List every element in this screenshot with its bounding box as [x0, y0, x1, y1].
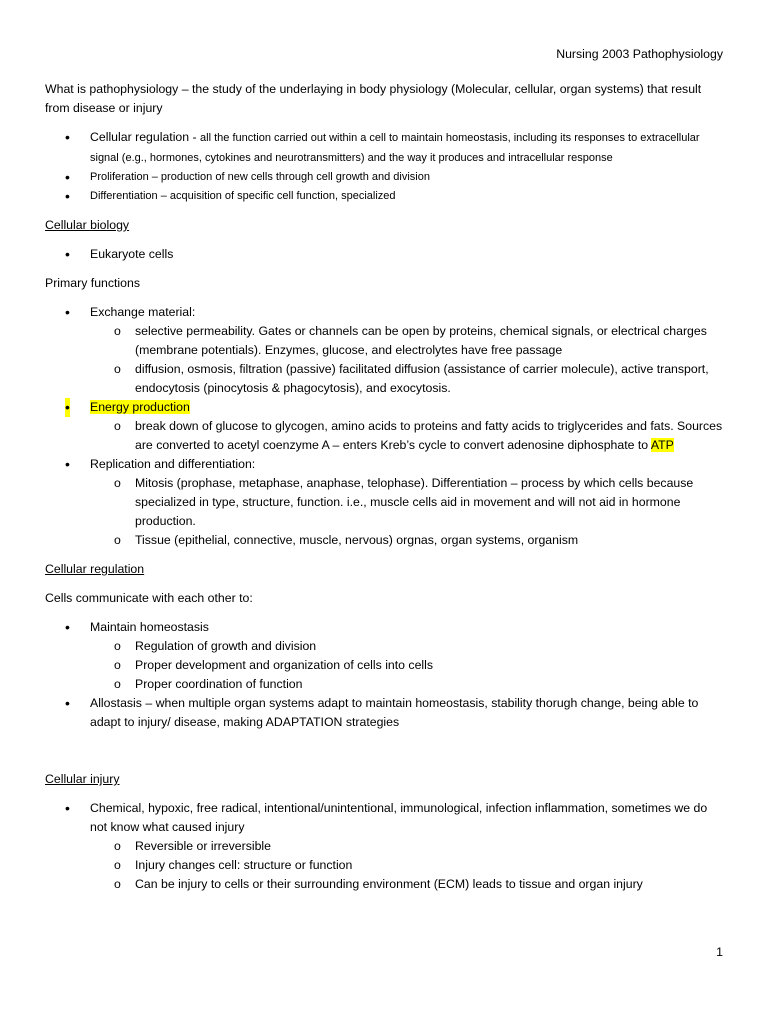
- bullet-icon: •: [65, 129, 70, 145]
- bullet-icon: •: [65, 800, 70, 816]
- primary-functions-list: [45, 303, 725, 550]
- sub-list-item: [90, 417, 725, 455]
- list-item-lead: Cellular regulation -: [90, 130, 201, 144]
- cellular-injury-list: [45, 799, 725, 894]
- sub-list: [90, 417, 725, 455]
- sub-list-item-text: Reversible or irreversible: [135, 839, 271, 853]
- sub-list-item: [90, 474, 725, 531]
- list-item-text: Differentiation – acquisition of specific cell function, specialized: [90, 190, 396, 202]
- list-item-text: Replication and differentiation:: [90, 457, 256, 471]
- page-body: [45, 80, 725, 904]
- section-intro: Cells communicate with each other to:: [45, 591, 253, 605]
- circle-bullet-icon: o: [114, 419, 121, 433]
- sub-list-item: [90, 656, 725, 675]
- sub-list-item: [90, 875, 725, 894]
- sub-list-item-text: Regulation of growth and division: [135, 639, 317, 653]
- sub-list: [90, 837, 725, 894]
- circle-bullet-icon: o: [114, 877, 121, 891]
- bullet-icon: •: [65, 169, 70, 185]
- sub-list-item-text: Mitosis (prophase, metaphase, anaphase, telophase). Differentiation – process by which cells because specialized in type, structure, function. i.e., muscle cells aid in movement and will not aid in hormone production.: [135, 476, 694, 528]
- sub-list: [90, 637, 725, 694]
- list-item-text: Proliferation – production of new cells through cell growth and division: [90, 171, 430, 183]
- bullet-icon: •: [65, 695, 70, 711]
- sub-list-item-text: Injury changes cell: structure or function: [135, 858, 353, 872]
- sub-list-item: [90, 675, 725, 694]
- intro-paragraph: What is pathophysiology – the study of the underlaying in body physiology (Molecular, cellular, organ systems) that result from disease or injury: [45, 82, 702, 115]
- list-item: [45, 168, 725, 187]
- circle-bullet-icon: o: [114, 839, 121, 853]
- sub-list-item-text: diffusion, osmosis, filtration (passive) facilitated diffusion (assistance of carrier molecule), active transport, endocytosis (pinocytosis & phagocytosis), and exocytosis.: [135, 362, 709, 395]
- sub-list-item: [90, 322, 725, 360]
- bullet-icon: •: [65, 399, 70, 415]
- list-item: [45, 694, 725, 732]
- sub-list: [90, 474, 725, 550]
- section-heading-cellular-biology: Cellular biology: [45, 218, 130, 232]
- sub-list-item: [90, 360, 725, 398]
- bullet-icon: •: [65, 304, 70, 320]
- list-item: [45, 303, 725, 398]
- list-item: [45, 455, 725, 550]
- section-heading-cellular-injury: Cellular injury: [45, 772, 120, 786]
- sub-list-item: [90, 531, 725, 550]
- list-item: [45, 398, 725, 455]
- section-heading-cellular-regulation: Cellular regulation: [45, 562, 145, 576]
- bullet-icon: •: [65, 246, 70, 262]
- list-item: [45, 618, 725, 694]
- highlighted-list-item-text: Energy production: [90, 400, 190, 414]
- highlighted-term-atp: ATP: [650, 438, 674, 452]
- sub-list-item-text: Proper development and organization of cells into cells: [135, 658, 434, 672]
- sub-list-item-text: Proper coordination of function: [135, 677, 303, 691]
- circle-bullet-icon: o: [114, 476, 121, 490]
- circle-bullet-icon: o: [114, 639, 121, 653]
- running-header: Nursing 2003 Pathophysiology: [556, 47, 723, 61]
- circle-bullet-icon: o: [114, 858, 121, 872]
- sub-list-item-text: break down of glucose to glycogen, amino acids to proteins and fatty acids to triglycerides and fats. Sources are converted to acetyl coenzyme A – enters Kreb’s cycle to convert adenosine diphosphate to: [135, 419, 723, 452]
- cellular-biology-list: [45, 245, 725, 264]
- sub-list-item-text: Can be injury to cells or their surrounding environment (ECM) leads to tissue and organ injury: [135, 877, 643, 891]
- list-item: [45, 187, 725, 206]
- circle-bullet-icon: o: [114, 658, 121, 672]
- list-item-text: all the function carried out within a cell to maintain homeostasis, including its responses to extracellular signal (e.g., hormones, cytokines and neurotransmitters) and the way it produces and intracellular response: [90, 132, 700, 164]
- circle-bullet-icon: o: [114, 324, 121, 338]
- cellular-regulation-list: [45, 618, 725, 732]
- list-item: [45, 245, 725, 264]
- list-item: [45, 128, 725, 168]
- list-item-text: Eukaryote cells: [90, 247, 174, 261]
- sub-list-item: [90, 837, 725, 856]
- primary-functions-title: Primary functions: [45, 276, 140, 290]
- list-item-text: Allostasis – when multiple organ systems adapt to maintain homeostasis, stability thorugh change, being able to adapt to injury/ disease, making ADAPTATION strategies: [90, 696, 699, 729]
- list-item-text: Exchange material:: [90, 305, 196, 319]
- circle-bullet-icon: o: [114, 362, 121, 376]
- bullet-icon: •: [65, 619, 70, 635]
- sub-list-item-text: Tissue (epithelial, connective, muscle, nervous) orgnas, organ systems, organism: [135, 533, 579, 547]
- circle-bullet-icon: o: [114, 677, 121, 691]
- page-number: 1: [716, 945, 723, 959]
- sub-list: [90, 322, 725, 398]
- list-item: [45, 799, 725, 894]
- bullet-icon: •: [65, 188, 70, 204]
- list-item-text: Chemical, hypoxic, free radical, intentional/unintentional, immunological, infection inflammation, sometimes we do not know what caused injury: [90, 801, 708, 834]
- blank-line: [45, 742, 725, 770]
- bullet-icon: •: [65, 456, 70, 472]
- sub-list-item: [90, 856, 725, 875]
- intro-list: [45, 128, 725, 206]
- sub-list-item: [90, 637, 725, 656]
- sub-list-item-text: selective permeability. Gates or channels can be open by proteins, chemical signals, or electrical charges (membrane potentials). Enzymes, glucose, and electrolytes have free passage: [135, 324, 707, 357]
- list-item-text: Maintain homeostasis: [90, 620, 209, 634]
- circle-bullet-icon: o: [114, 533, 121, 547]
